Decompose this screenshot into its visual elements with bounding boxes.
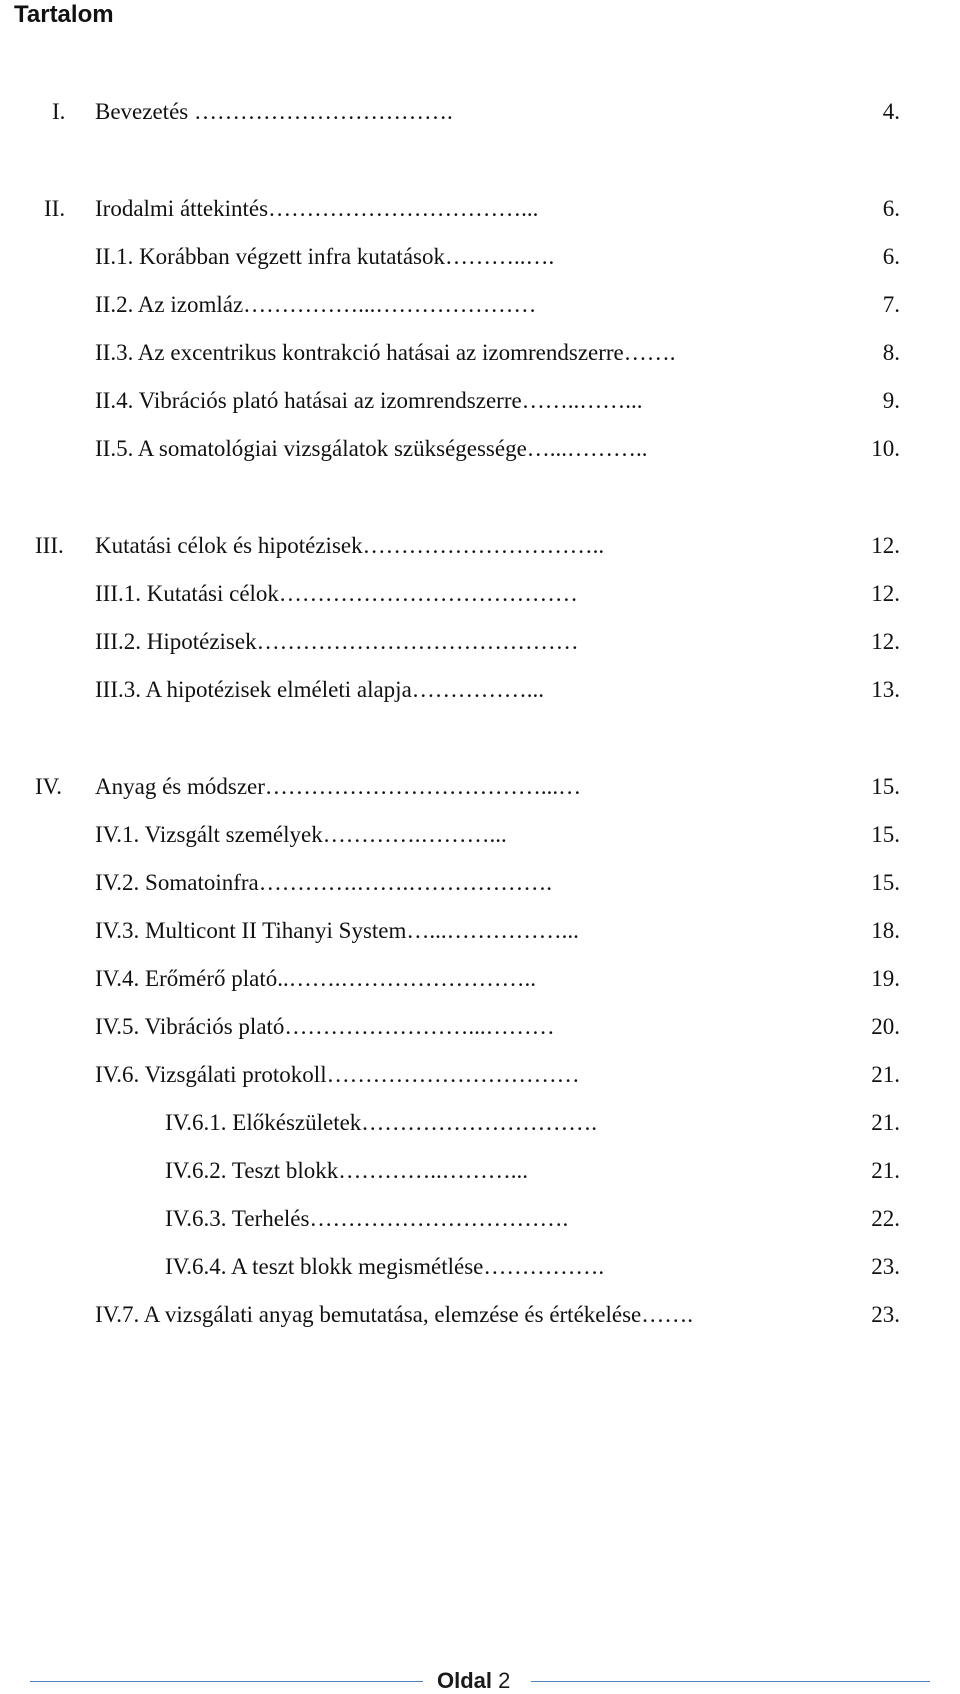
toc-page-number: 15. xyxy=(871,870,900,895)
toc-page-number: 22. xyxy=(871,1206,900,1231)
page-footer xyxy=(0,1668,960,1692)
toc-number: III. xyxy=(35,533,64,558)
toc-page-number: 23. xyxy=(871,1254,900,1279)
toc-number: I. xyxy=(52,99,66,124)
toc-title: IV.4. Erőmérő plató..…….…………………….. xyxy=(95,966,537,991)
toc-title: IV.6.1. Előkészületek…………………………. xyxy=(165,1110,598,1135)
footer-page-number: 2 xyxy=(498,1668,511,1693)
toc-title: III.3. A hipotézisek elméleti alapja……………... xyxy=(95,677,545,702)
footer-label: Oldal xyxy=(437,1668,493,1693)
toc-title: Bevezetés ……………………………. xyxy=(95,99,453,124)
toc-page-number: 21. xyxy=(871,1062,900,1087)
toc-page-number: 4. xyxy=(882,99,900,124)
toc-page-number: 12. xyxy=(871,629,900,654)
toc-title: Kutatási célok és hipotézisek………………………….. xyxy=(95,533,605,558)
toc-page-number: 6. xyxy=(882,244,900,269)
toc-number: II. xyxy=(44,196,66,221)
toc-title: II.3. Az excentrikus kontrakció hatásai az izomrendszerre……. xyxy=(95,340,676,365)
footer-rule-right xyxy=(531,1681,930,1682)
toc-page-number: 6. xyxy=(882,196,900,221)
toc-page-number: 12. xyxy=(871,533,900,558)
toc-page-number: 23. xyxy=(871,1302,900,1327)
footer-rule-left xyxy=(30,1681,423,1682)
toc-page-number: 9. xyxy=(882,388,900,413)
toc-title: IV.5. Vibrációs plató……………………...……… xyxy=(95,1014,555,1039)
toc-page-number: 18. xyxy=(871,918,900,943)
toc-page-number: 10. xyxy=(871,436,900,461)
toc-title: IV.2. Somatoinfra………….…….………………. xyxy=(95,870,553,895)
toc-title: IV.6.4. A teszt blokk megismétlése……………. xyxy=(165,1254,605,1279)
toc-page-number: 7. xyxy=(882,292,900,317)
toc-page-number: 21. xyxy=(871,1110,900,1135)
toc-title: IV.1. Vizsgált személyek………….………... xyxy=(95,822,507,847)
toc-title: IV.7. A vizsgálati anyag bemutatása, elemzése és értékelése……. xyxy=(95,1302,693,1327)
toc-title: IV.6.3. Terhelés……………………………. xyxy=(165,1206,569,1231)
toc-title: II.5. A somatológiai vizsgálatok szükségessége…...……….. xyxy=(95,436,648,461)
toc-title: II.2. Az izomláz……………...………………… xyxy=(95,292,537,317)
toc-title: III.1. Kutatási célok………………………………… xyxy=(95,581,578,606)
toc-title: III.2. Hipotézisek…………………………………… xyxy=(95,629,579,654)
toc-title: IV.6. Vizsgálati protokoll…………………………… xyxy=(95,1062,580,1087)
toc-title: Irodalmi áttekintés……………………………... xyxy=(95,196,539,221)
toc-page-number: 12. xyxy=(871,581,900,606)
page-title: Tartalom xyxy=(14,1,114,28)
toc-number: IV. xyxy=(35,774,63,799)
toc-title: IV.6.2. Teszt blokk…………..………... xyxy=(165,1158,528,1183)
toc-page-number: 15. xyxy=(871,822,900,847)
toc-page-number: 21. xyxy=(871,1158,900,1183)
toc-page-number: 20. xyxy=(871,1014,900,1039)
toc-title: IV.3. Multicont II Tihanyi System…...……………... xyxy=(95,918,579,943)
toc-page-number: 19. xyxy=(871,966,900,991)
toc-page-number: 8. xyxy=(882,340,900,365)
toc-title: II.1. Korábban végzett infra kutatások………..…. xyxy=(95,244,555,269)
toc-title: Anyag és módszer………………………………...… xyxy=(95,774,582,799)
toc-title: II.4. Vibrációs plató hatásai az izomrendszerre……..……... xyxy=(95,388,643,413)
toc-page-number: 13. xyxy=(871,677,900,702)
page-number-label xyxy=(437,1668,510,1694)
toc-page-number: 15. xyxy=(871,774,900,799)
